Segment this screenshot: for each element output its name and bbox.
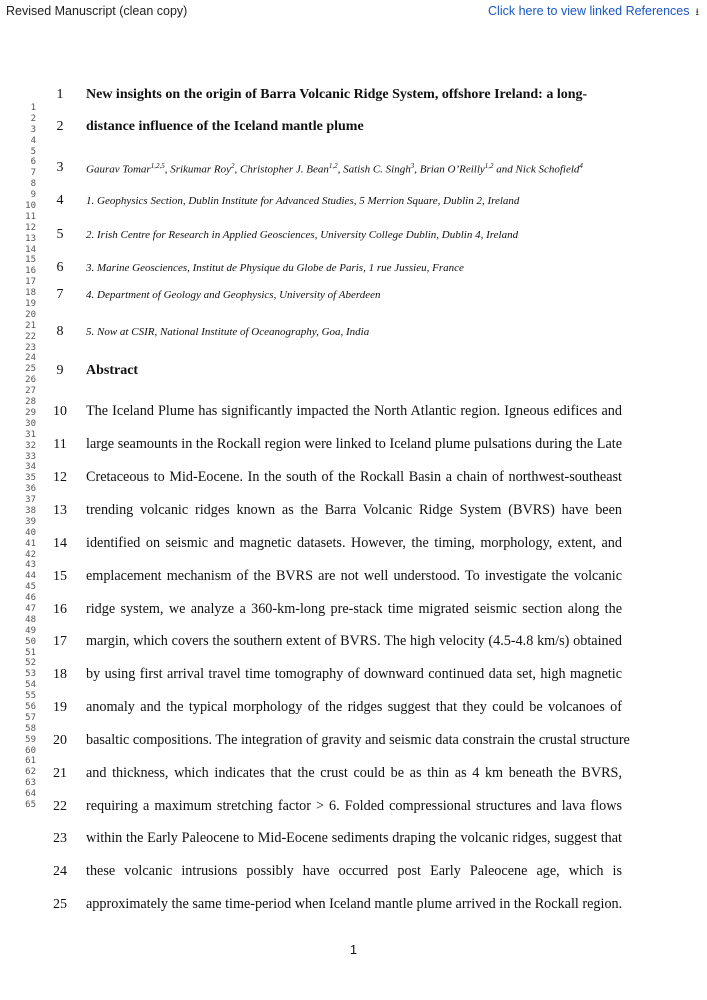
line-number: 4 [56, 193, 64, 208]
margin-line-number: 32 [25, 440, 36, 451]
margin-line-number: 57 [25, 712, 36, 723]
linked-references-link[interactable] [488, 4, 699, 22]
line-number: 14 [53, 536, 67, 551]
margin-line-number: 19 [25, 299, 36, 310]
margin-line-number: 6 [30, 157, 36, 168]
line-number: 6 [56, 260, 64, 275]
abstract-line: trending volcanic ridges known as the Barra Volcanic Ridge System (BVRS) have been [86, 502, 622, 518]
margin-line-number: 25 [25, 364, 36, 375]
margin-line-number: 21 [25, 320, 36, 331]
margin-line-number: 18 [25, 288, 36, 299]
margin-line-number: 44 [25, 571, 36, 582]
abstract-line: basaltic compositions. The integration of gravity and seismic data constrain the crustal structure [86, 732, 630, 748]
paper-title-line-2: distance influence of the Iceland mantle plume [86, 119, 364, 134]
page-number: 1 [349, 942, 358, 957]
margin-line-number: 56 [25, 701, 36, 712]
author-affiliation-sup: 2 [231, 162, 235, 170]
margin-line-number: 51 [25, 647, 36, 658]
line-number: 2 [56, 119, 64, 134]
margin-line-number: 5 [30, 146, 36, 157]
margin-line-number: 31 [25, 429, 36, 440]
margin-line-number: 13 [25, 233, 36, 244]
margin-line-number: 54 [25, 680, 36, 691]
margin-line-number: 38 [25, 505, 36, 516]
margin-line-number: 8 [30, 179, 36, 190]
margin-line-number: 52 [25, 658, 36, 669]
author-affiliation-sup: 1,2,5 [150, 162, 165, 170]
author-name: Gaurav Tomar [86, 163, 151, 176]
line-number: 11 [53, 437, 67, 452]
abstract-line: emplacement mechanism of the BVRS are not well understood. To investigate the volcanic [86, 568, 622, 584]
margin-line-numbers [4, 103, 36, 811]
affiliation-4: 4. Department of Geology and Geophysics, University of Aberdeen [86, 289, 381, 301]
abstract-heading: Abstract [86, 363, 139, 378]
margin-line-number: 29 [25, 407, 36, 418]
line-number: 15 [53, 569, 67, 584]
author-name: Satish C. Singh [343, 163, 411, 176]
margin-line-number: 46 [25, 593, 36, 604]
margin-line-number: 61 [25, 756, 36, 767]
abstract-line: Cretaceous to Mid-Eocene. In the south of the Rockall Basin a chain of northwest-southeast [86, 469, 622, 485]
margin-line-number: 9 [30, 190, 36, 201]
margin-line-number: 16 [25, 266, 36, 277]
author-affiliation-sup: 1,2 [328, 162, 338, 170]
margin-line-number: 58 [25, 723, 36, 734]
line-number: 25 [53, 897, 67, 912]
paper-title-line-1: New insights on the origin of Barra Volcanic Ridge System, offshore Ireland: a long- [86, 87, 588, 102]
margin-line-number: 63 [25, 778, 36, 789]
abstract-line: large seamounts in the Rockall region were linked to Iceland plume pulsations during the Late [86, 436, 622, 452]
affiliation-1: 1. Geophysics Section, Dublin Institute for Advanced Studies, 5 Merrion Square, Dublin 2, Ireland [86, 195, 520, 207]
margin-line-number: 22 [25, 331, 36, 342]
abstract-line: The Iceland Plume has significantly impacted the North Atlantic region. Igneous edifices and [86, 403, 622, 419]
margin-line-number: 26 [25, 375, 36, 386]
line-number: 19 [53, 700, 67, 715]
line-number: 18 [53, 667, 67, 682]
margin-line-number: 30 [25, 418, 36, 429]
margin-line-number: 11 [25, 211, 36, 222]
margin-line-number: 24 [25, 353, 36, 364]
margin-line-number: 20 [25, 309, 36, 320]
margin-line-number: 7 [30, 168, 36, 179]
margin-line-number: 4 [30, 135, 36, 146]
margin-line-number: 49 [25, 625, 36, 636]
margin-line-number: 40 [25, 527, 36, 538]
margin-line-number: 3 [30, 124, 36, 135]
line-number: 20 [53, 733, 67, 748]
line-number: 12 [53, 470, 67, 485]
abstract-line: these volcanic intrusions possibly have occurred post Early Paleocene age, which is [86, 863, 622, 879]
author-affiliation-sup: 4 [579, 162, 583, 170]
abstract-line: and thickness, which indicates that the crust could be as thin as 4 km beneath the BVRS, [86, 765, 622, 781]
margin-line-number: 45 [25, 582, 36, 593]
author-affiliation-sup: 3 [410, 162, 415, 170]
margin-line-number: 12 [25, 222, 36, 233]
linked-references-text: Click here to view linked References [488, 4, 690, 18]
margin-line-number: 28 [25, 397, 36, 408]
margin-line-number: 35 [25, 473, 36, 484]
margin-line-number: 36 [25, 484, 36, 495]
abstract-line: anomaly and the typical morphology of the ridges suggest that they could be volcanoes of [86, 699, 622, 715]
margin-line-number: 14 [25, 244, 36, 255]
margin-line-number: 60 [25, 745, 36, 756]
margin-line-number: 62 [25, 767, 36, 778]
author-name: Nick Schofield [515, 163, 580, 176]
line-number: 13 [53, 503, 67, 518]
margin-line-number: 53 [25, 669, 36, 680]
margin-line-number: 41 [25, 538, 36, 549]
margin-line-number: 59 [25, 734, 36, 745]
margin-line-number: 34 [25, 462, 36, 473]
line-number: 1 [56, 87, 64, 102]
abstract-line: identified on seismic and magnetic datasets. However, the timing, morphology, extent, and [86, 535, 622, 551]
margin-line-number: 43 [25, 560, 36, 571]
margin-line-number: 23 [25, 342, 36, 353]
author-name: Brian O’Reilly [419, 163, 485, 176]
abstract-line: ridge system, we analyze a 360-km-long pre-stack time migrated seismic section along the [86, 601, 622, 617]
author-list: Gaurav Tomar$^{1,2,5}$, Srikumar Roy$^2$, Christopher J. Bean$^{1,2}$, Satish C. Singh$^3$, Brian O’Reilly$^{1,2}$ and Nick Schofield$^4$ [86, 162, 583, 176]
margin-line-number: 27 [25, 386, 36, 397]
abstract-line: margin, which covers the southern extent of BVRS. The high velocity (4.5-4.8 km/s) obtained [86, 633, 622, 649]
abstract-line: by using first arrival travel time tomography of downward continued data set, high magnetic [86, 666, 622, 682]
margin-line-number: 37 [25, 495, 36, 506]
line-number: 16 [53, 602, 67, 617]
margin-line-number: 48 [25, 614, 36, 625]
margin-line-number: 33 [25, 451, 36, 462]
margin-line-number: 39 [25, 516, 36, 527]
line-number: 22 [53, 799, 67, 814]
line-number: 23 [53, 831, 67, 846]
download-icon[interactable]: ⭳ [695, 7, 699, 18]
margin-line-number: 15 [25, 255, 36, 266]
margin-line-number: 17 [25, 277, 36, 288]
margin-line-number: 47 [25, 603, 36, 614]
line-number: 5 [56, 227, 64, 242]
line-number: 7 [56, 287, 64, 302]
line-number: 21 [53, 766, 67, 781]
manuscript-label: Revised Manuscript (clean copy) [6, 4, 188, 18]
line-number: 24 [53, 864, 67, 879]
margin-line-number: 64 [25, 789, 36, 800]
margin-line-number: 55 [25, 691, 36, 702]
author-affiliation-sup: 1,2 [484, 162, 494, 170]
line-number: 10 [53, 404, 67, 419]
abstract-line: within the Early Paleocene to Mid-Eocene sediments draping the volcanic ridges, suggest that [86, 830, 622, 846]
line-number: 9 [56, 363, 64, 378]
line-number: 17 [53, 634, 67, 649]
margin-line-number: 50 [25, 636, 36, 647]
margin-line-number: 42 [25, 549, 36, 560]
affiliation-2: 2. Irish Centre for Research in Applied Geosciences, University College Dublin, Dublin 4, Ireland [86, 229, 519, 241]
abstract-line: requiring a maximum stretching factor > 6. Folded compressional structures and lava flows [86, 798, 622, 814]
margin-line-number: 2 [30, 113, 36, 124]
line-number: 8 [56, 324, 64, 339]
affiliation-3: 3. Marine Geosciences, Institut de Physique du Globe de Paris, 1 rue Jussieu, France [86, 262, 464, 274]
margin-line-number: 65 [25, 800, 36, 810]
author-name: Christopher J. Bean [240, 163, 329, 176]
line-number: 3 [56, 160, 64, 175]
affiliation-5: 5. Now at CSIR, National Institute of Oceanography, Goa, India [86, 326, 370, 338]
margin-line-number: 10 [25, 201, 36, 212]
abstract-line: approximately the same time-period when Iceland mantle plume arrived in the Rockall region. [86, 896, 623, 912]
margin-line-number: 1 [30, 103, 36, 113]
author-name: Srikumar Roy [170, 163, 231, 176]
